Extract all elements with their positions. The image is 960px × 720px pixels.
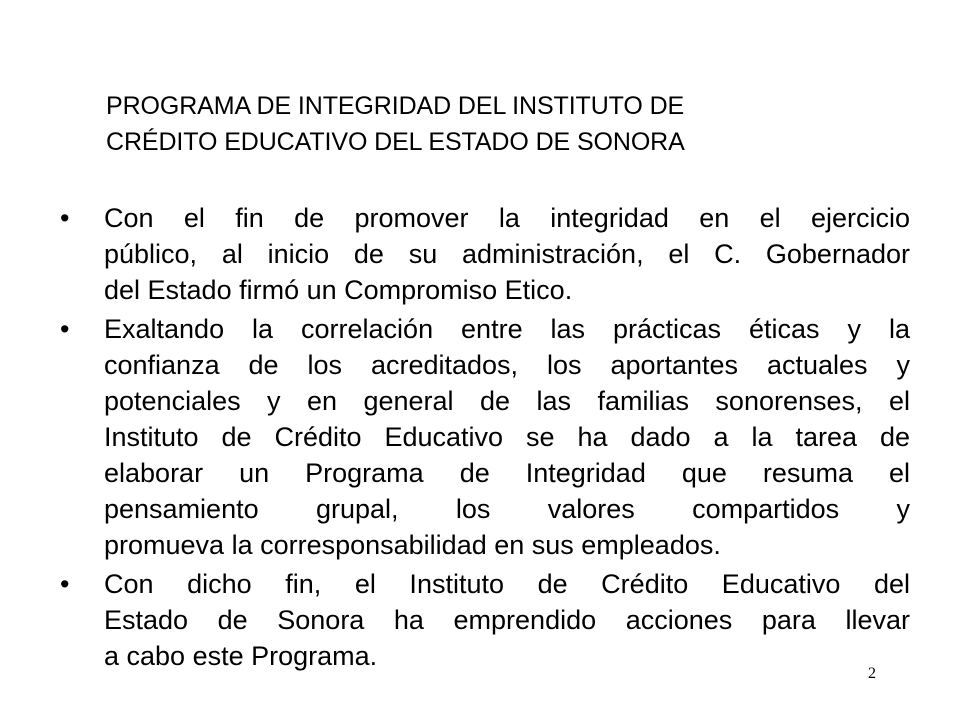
bullet-1-line-2: público, al inicio de su administración, el C. Gobernador — [104, 239, 910, 269]
bullet-1-line-3: del Estado firmó un Compromiso Etico. — [104, 275, 573, 305]
bullet-3-line-2: Estado de Sonora ha emprendido acciones para llevar — [104, 605, 910, 635]
bullet-item-2 — [60, 311, 910, 563]
bullet-item-1 — [60, 200, 910, 308]
slide-title-line-2: CRÉDITO EDUCATIVO DEL ESTADO DE SONORA — [106, 128, 685, 156]
bullet-marker: • — [60, 314, 70, 344]
bullet-2-line-4: Instituto de Crédito Educativo se ha dado a la tarea de — [104, 422, 910, 452]
bullet-2-line-2: confianza de los acreditados, los aportantes actuales y — [104, 350, 910, 380]
bullet-1-line-1: Con el fin de promover la integridad en el ejercicio — [104, 203, 910, 233]
bullet-item-3 — [60, 566, 910, 674]
bullet-marker: • — [60, 569, 70, 599]
bullet-2-line-7: promueva la corresponsabilidad en sus empleados. — [104, 530, 721, 560]
bullet-2-line-5: elaborar un Programa de Integridad que resuma el — [104, 458, 910, 488]
bullet-2-line-1: Exaltando la correlación entre las prácticas éticas y la — [104, 314, 910, 344]
bullet-marker: • — [60, 203, 70, 233]
page-number: 2 — [868, 665, 876, 682]
bullet-3-line-3: a cabo este Programa. — [104, 641, 378, 671]
bullet-2-line-3: potenciales y en general de las familias sonorenses, el — [104, 386, 910, 416]
bullet-3-line-1: Con dicho fin, el Instituto de Crédito Educativo del — [104, 569, 910, 599]
bullet-2-line-6: pensamiento grupal, los valores compartidos y — [104, 494, 910, 524]
slide-title-line-1: PROGRAMA DE INTEGRIDAD DEL INSTITUTO DE — [106, 92, 685, 120]
